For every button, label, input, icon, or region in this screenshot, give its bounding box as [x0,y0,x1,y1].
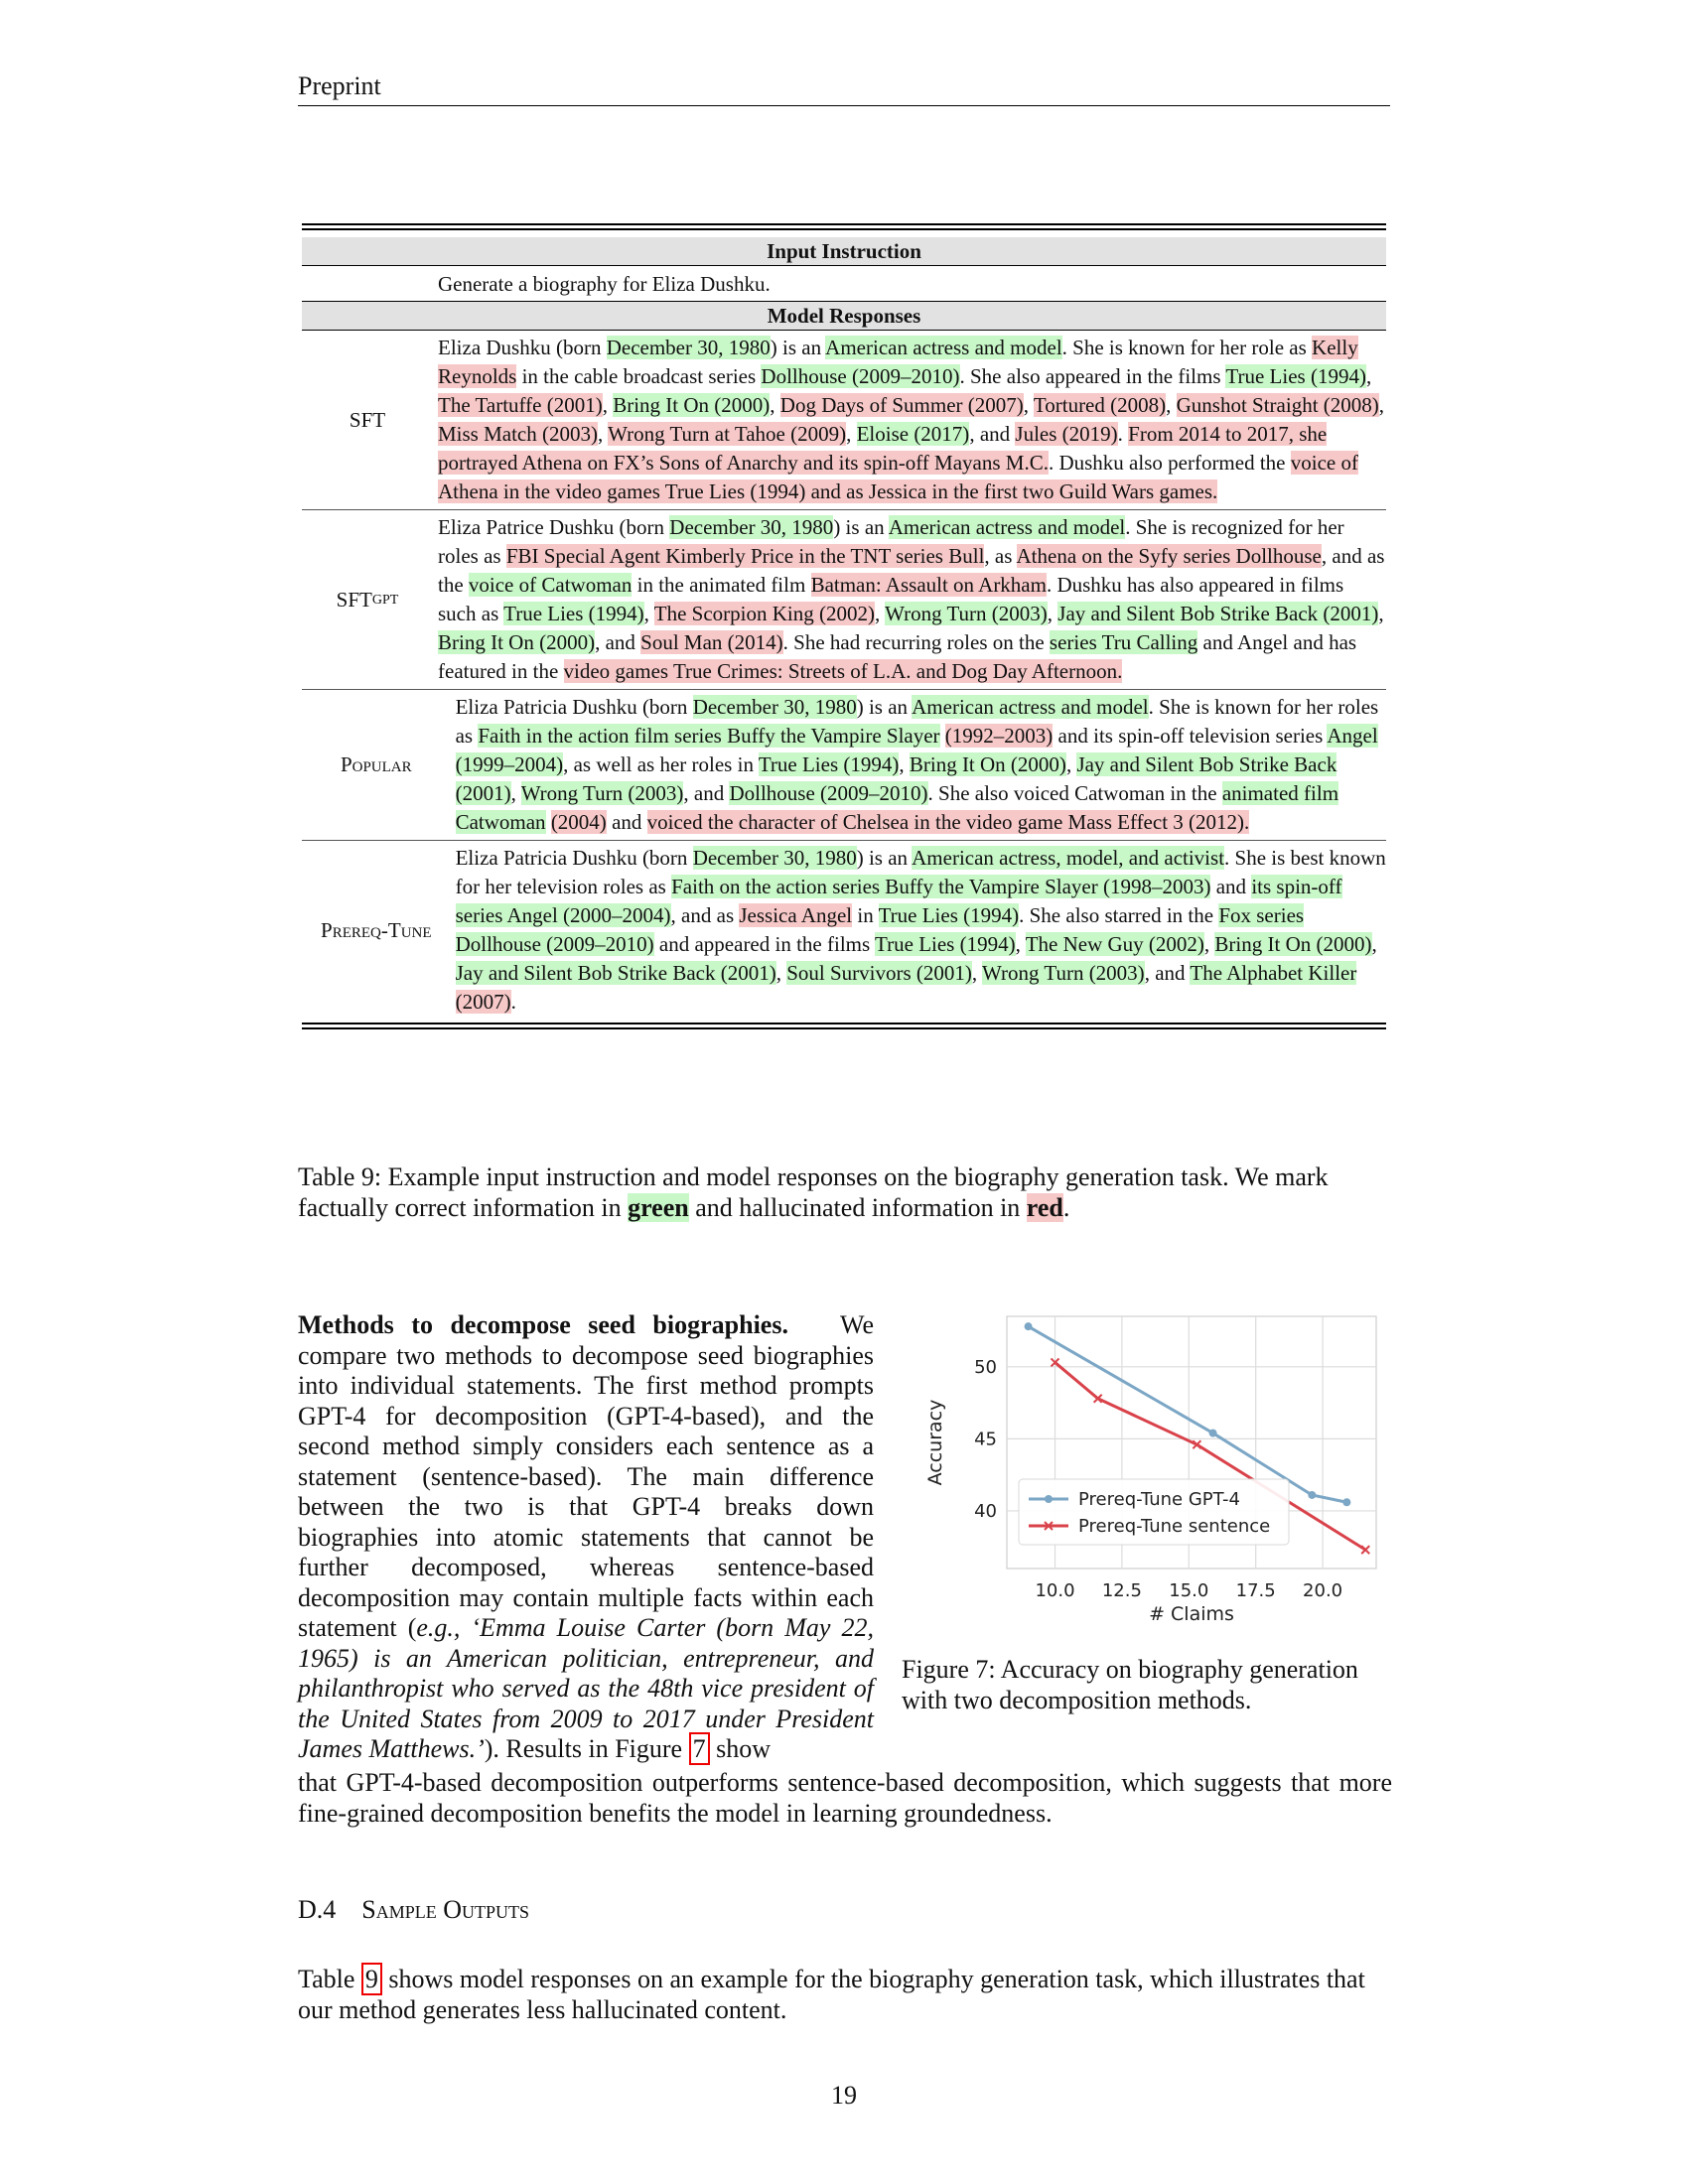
response-text: , [1378,602,1384,625]
model-label [302,334,433,506]
methods-body-2: ). Results in Figure [484,1734,689,1763]
response-text: , [1047,602,1058,625]
instruction-label-cell [302,270,433,299]
response-text: , [1023,393,1034,417]
hallucinated-fact: (2007) [455,990,511,1014]
figure-7-link[interactable]: 7 [689,1732,710,1765]
caption-text: Table 9: Example input instruction and model responses on the biography generation task. We mark factually correct information in [298,1162,1329,1222]
response-text: ) is an [770,336,826,359]
correct-fact: True Lies (1994) [503,602,644,625]
correct-fact: Wrong Turn (2003) [982,961,1145,985]
caption-red-word: red [1026,1193,1063,1222]
correct-fact: True Lies (1994) [1225,364,1366,388]
response-text: and Angel and has featured in the [438,630,1357,683]
legend-marker [1045,1495,1053,1503]
response-text: , and [1144,961,1191,985]
para-text-end: shows model responses on an example for the biography generation task, which illustrates that our method generates less hallucinated content. [298,1965,1365,2024]
correct-fact: December 30, 1980 [692,846,857,870]
hallucinated-fact: Soul Man (2014) [640,630,783,654]
correct-fact: its spin-off series Angel (2000–2004) [455,875,1342,927]
correct-fact: Fox series Dollhouse (2009–2010) [455,903,1305,956]
correct-fact: Jay and Silent Bob Strike Back (2001) [455,752,1337,805]
running-title: Preprint [298,71,381,100]
correct-fact: American actress and model [912,695,1149,719]
hallucinated-fact: Jessica Angel [739,903,853,927]
methods-example: e.g., ‘Emma Louise Carter (born May 22, 1965) is an American politician, entrepreneur, and philanthropist who served as the 48th vice president of the United States from 2009 to 2017 under President James Matthews.’ [298,1613,874,1763]
model-label-text: SFT [349,407,386,432]
running-header [298,71,1390,106]
response-text: and appeared in the films [653,932,876,956]
response-rows [302,331,1386,1020]
response-text: , and [683,781,730,805]
accuracy-chart [898,1300,1394,1638]
correct-fact: Eloise (2017) [856,422,970,446]
response-text: , [1378,393,1385,417]
correct-fact: American actress and model [825,336,1062,359]
response-text: Eliza Patricia Dushku (born [455,695,693,719]
section-heading [298,1895,529,1925]
response-text: . She also appeared in the films [959,364,1226,388]
response-text: , and [595,630,641,654]
x-tick-label: 10.0 [1035,1580,1075,1601]
input-instruction-heading: Input Instruction [302,237,1386,265]
response-text: , as well as her roles in [563,752,759,776]
instruction-text: Generate a biography for Eliza Dushku. [438,272,771,296]
correct-fact: Bring It On (2000) [438,630,596,654]
data-point [1209,1430,1217,1437]
correct-fact: Faith in the action film series Buffy the Vampire Slayer [478,724,940,748]
correct-fact: American actress and model [888,515,1126,539]
response-row [302,690,1386,840]
response-text: , [1166,393,1177,417]
response-text: and [1210,875,1252,898]
correct-fact: The New Guy (2002) [1025,932,1204,956]
response-text: , and as the [438,544,1385,597]
response-text: Eliza Dushku (born [438,336,607,359]
hallucinated-fact: Miss Match (2003) [438,422,598,446]
page-number: 19 [831,2081,857,2110]
response-text: . She is recognized for her roles as [438,515,1344,568]
response-text: , [598,422,609,446]
figure-caption: Figure 7: Accuracy on biography generation with two decomposition methods. [902,1655,1358,1714]
x-tick-label: 12.5 [1101,1580,1142,1601]
model-label [302,513,433,686]
correct-fact: voice of Catwoman [468,573,633,597]
hallucinated-fact: Wrong Turn at Tahoe (2009) [608,422,847,446]
data-point [1308,1491,1316,1499]
response-text: , as [984,544,1017,568]
response-text: ) is an [856,695,913,719]
hallucinated-fact: video games True Crimes: Streets of L.A. and Dog Day Afternoon. [563,659,1123,683]
response-text: , [602,393,614,417]
correct-fact: Dollhouse (2009–2010) [761,364,960,388]
table-9-link[interactable]: 9 [361,1963,382,1995]
methods-paragraph [298,1310,874,1765]
response-text: . Dushku has also appeared in films such as [438,573,1344,625]
instruction-row [302,266,1386,301]
y-tick-label: 40 [974,1500,997,1522]
model-response-text [433,513,1386,686]
response-text: in the animated film [632,573,811,597]
correct-fact: Wrong Turn (2003) [885,602,1048,625]
hallucinated-fact: voice of Athena in the video games True Lies (1994) and as Jessica in the first two Guild Wars games. [438,451,1358,503]
response-text: , [899,752,910,776]
response-text: , [971,961,983,985]
correct-fact: Dollhouse (2009–2010) [729,781,928,805]
correct-fact: The Alphabet Killer [1190,961,1357,985]
caption-green-word: green [628,1193,689,1222]
correct-fact: December 30, 1980 [606,336,771,359]
response-text: . She had recurring roles on the [782,630,1050,654]
response-text: , [770,393,780,417]
response-text: . She is known for her role as [1061,336,1313,359]
section-title: Sample Outputs [361,1895,530,1924]
response-text [940,724,945,748]
response-text: . She is known for her roles as [455,695,1379,748]
model-response-text [451,844,1386,1017]
hallucinated-fact: Jules (2019) [1015,422,1118,446]
response-text: , [1365,364,1372,388]
hallucinated-fact: Tortured (2008) [1033,393,1167,417]
y-tick-label: 45 [974,1429,997,1450]
caption-text-end: . [1062,1193,1070,1222]
response-text: . [510,990,516,1014]
model-label [302,693,451,837]
correct-fact: animated film Catwoman [455,781,1339,834]
methods-heading: Methods to decompose seed biographies. [298,1310,788,1339]
response-text: . She also voiced Catwoman in the [927,781,1222,805]
hallucinated-fact: Kelly Reynolds [438,336,1358,388]
table-9 [302,223,1386,1029]
legend-entry: Prereq-Tune sentence [1078,1516,1271,1537]
response-row [302,510,1386,689]
methods-body-3: show [709,1734,771,1763]
model-label-text: Popular [340,752,412,776]
y-axis-label: Accuracy [924,1399,946,1486]
model-label [302,844,451,1017]
response-row [302,331,1386,509]
correct-fact: December 30, 1980 [669,515,834,539]
caption-text-middle: and hallucinated information in [688,1193,1027,1222]
methods-continuation: that GPT-4-based decomposition outperforms sentence-based decomposition, which suggests that more fine-grained decomposition benefits the model in learning groundedness. [298,1768,1392,1828]
model-response-text [451,693,1386,837]
table-top-rule [302,223,1386,230]
x-tick-label: 15.0 [1169,1580,1209,1601]
response-text: ) is an [833,515,889,539]
response-text: , [1203,932,1215,956]
response-text: , [643,602,654,625]
correct-fact: Soul Survivors (2001) [786,961,972,985]
hallucinated-fact: FBI Special Agent Kimberly Price in the TNT series Bull [505,544,985,568]
response-text: Eliza Patrice Dushku (born [438,515,670,539]
correct-fact: series Tru Calling [1049,630,1198,654]
response-text: , and [969,422,1016,446]
x-tick-label: 20.0 [1303,1580,1343,1601]
response-text: and its spin-off television series [1053,724,1328,748]
response-text: , [1015,932,1026,956]
hallucinated-fact: From 2014 to 2017, she portrayed Athena on FX’s Sons of Anarchy and its spin-off Mayans M.C. [438,422,1328,475]
hallucinated-fact: Dog Days of Summer (2007) [779,393,1024,417]
hallucinated-fact: (2004) [550,810,607,834]
response-text: . She also starred in the [1019,903,1219,927]
hallucinated-fact: Athena on the Syfy series Dollhouse [1016,544,1322,568]
y-tick-label: 50 [974,1356,997,1378]
correct-fact: Jay and Silent Bob Strike Back (2001) [455,961,776,985]
response-text: , [846,422,857,446]
response-text: . [1117,422,1129,446]
correct-fact: Bring It On (2000) [1214,932,1372,956]
correct-fact: Bring It On (2000) [909,752,1066,776]
hallucinated-fact: Batman: Assault on Arkham [810,573,1047,597]
legend-entry: Prereq-Tune GPT-4 [1078,1489,1240,1510]
correct-fact: Wrong Turn (2003) [520,781,684,805]
model-responses-heading: Model Responses [302,302,1386,330]
response-text: . She is best known for her television roles as [455,846,1386,898]
correct-fact: True Lies (1994) [758,752,900,776]
correct-fact: December 30, 1980 [692,695,857,719]
response-text: , and as [670,903,740,927]
response-text: , [775,961,787,985]
hallucinated-fact: The Scorpion King (2002) [653,602,875,625]
correct-fact: True Lies (1994) [875,932,1016,956]
response-text: in the cable broadcast series [516,364,762,388]
table-caption [298,1161,1392,1223]
model-label-text: Prereq-Tune [321,917,432,942]
section-number: D.4 [298,1895,337,1924]
model-label-text: SFT [336,587,372,612]
data-point [1025,1322,1033,1330]
correct-fact: True Lies (1994) [878,903,1020,927]
response-text: , [1371,932,1377,956]
hallucinated-fact: voiced the character of Chelsea in the video game Mass Effect 3 (2012). [646,810,1250,834]
correct-fact: Faith on the action series Buffy the Vampire Slayer (1998–2003) [671,875,1211,898]
methods-body: We compare two methods to decompose seed biographies into individual statements. The first method prompts GPT-4 for decomposition (GPT-4-based), and the second method simply considers each sentence as a statement (sentence-based). The main difference between the two is that GPT-4 breaks down biographies into atomic statements that cannot be further decomposed, whereas sentence-based decomposition may contain multiple facts within each statement ( [298,1310,874,1642]
hallucinated-fact: The Tartuffe (2001) [438,393,603,417]
correct-fact: Jay and Silent Bob Strike Back (2001) [1057,602,1379,625]
table-bottom-rule [302,1023,1386,1029]
hallucinated-fact: Gunshot Straight (2008) [1176,393,1379,417]
sample-outputs-paragraph [298,1965,1392,2025]
response-text: in [852,903,879,927]
correct-fact: Bring It On (2000) [613,393,771,417]
correct-fact: American actress, model, and activist [912,846,1225,870]
response-row [302,841,1386,1020]
hallucinated-fact: (1992–2003) [944,724,1054,748]
response-text: . Dushku also performed the [1048,451,1291,475]
model-response-text [433,334,1386,506]
response-text: ) is an [856,846,913,870]
data-point [1342,1498,1350,1506]
response-text: , [875,602,886,625]
x-tick-label: 17.5 [1235,1580,1276,1601]
response-text: Eliza Patricia Dushku (born [455,846,693,870]
x-axis-label: # Claims [1149,1603,1234,1625]
para-text: Table [298,1965,361,1993]
model-label-superscript: GPT [371,592,399,608]
response-text: and [606,810,647,834]
response-text: , [1065,752,1077,776]
response-text: , [510,781,521,805]
correct-fact: Angel (1999–2004) [455,724,1378,776]
